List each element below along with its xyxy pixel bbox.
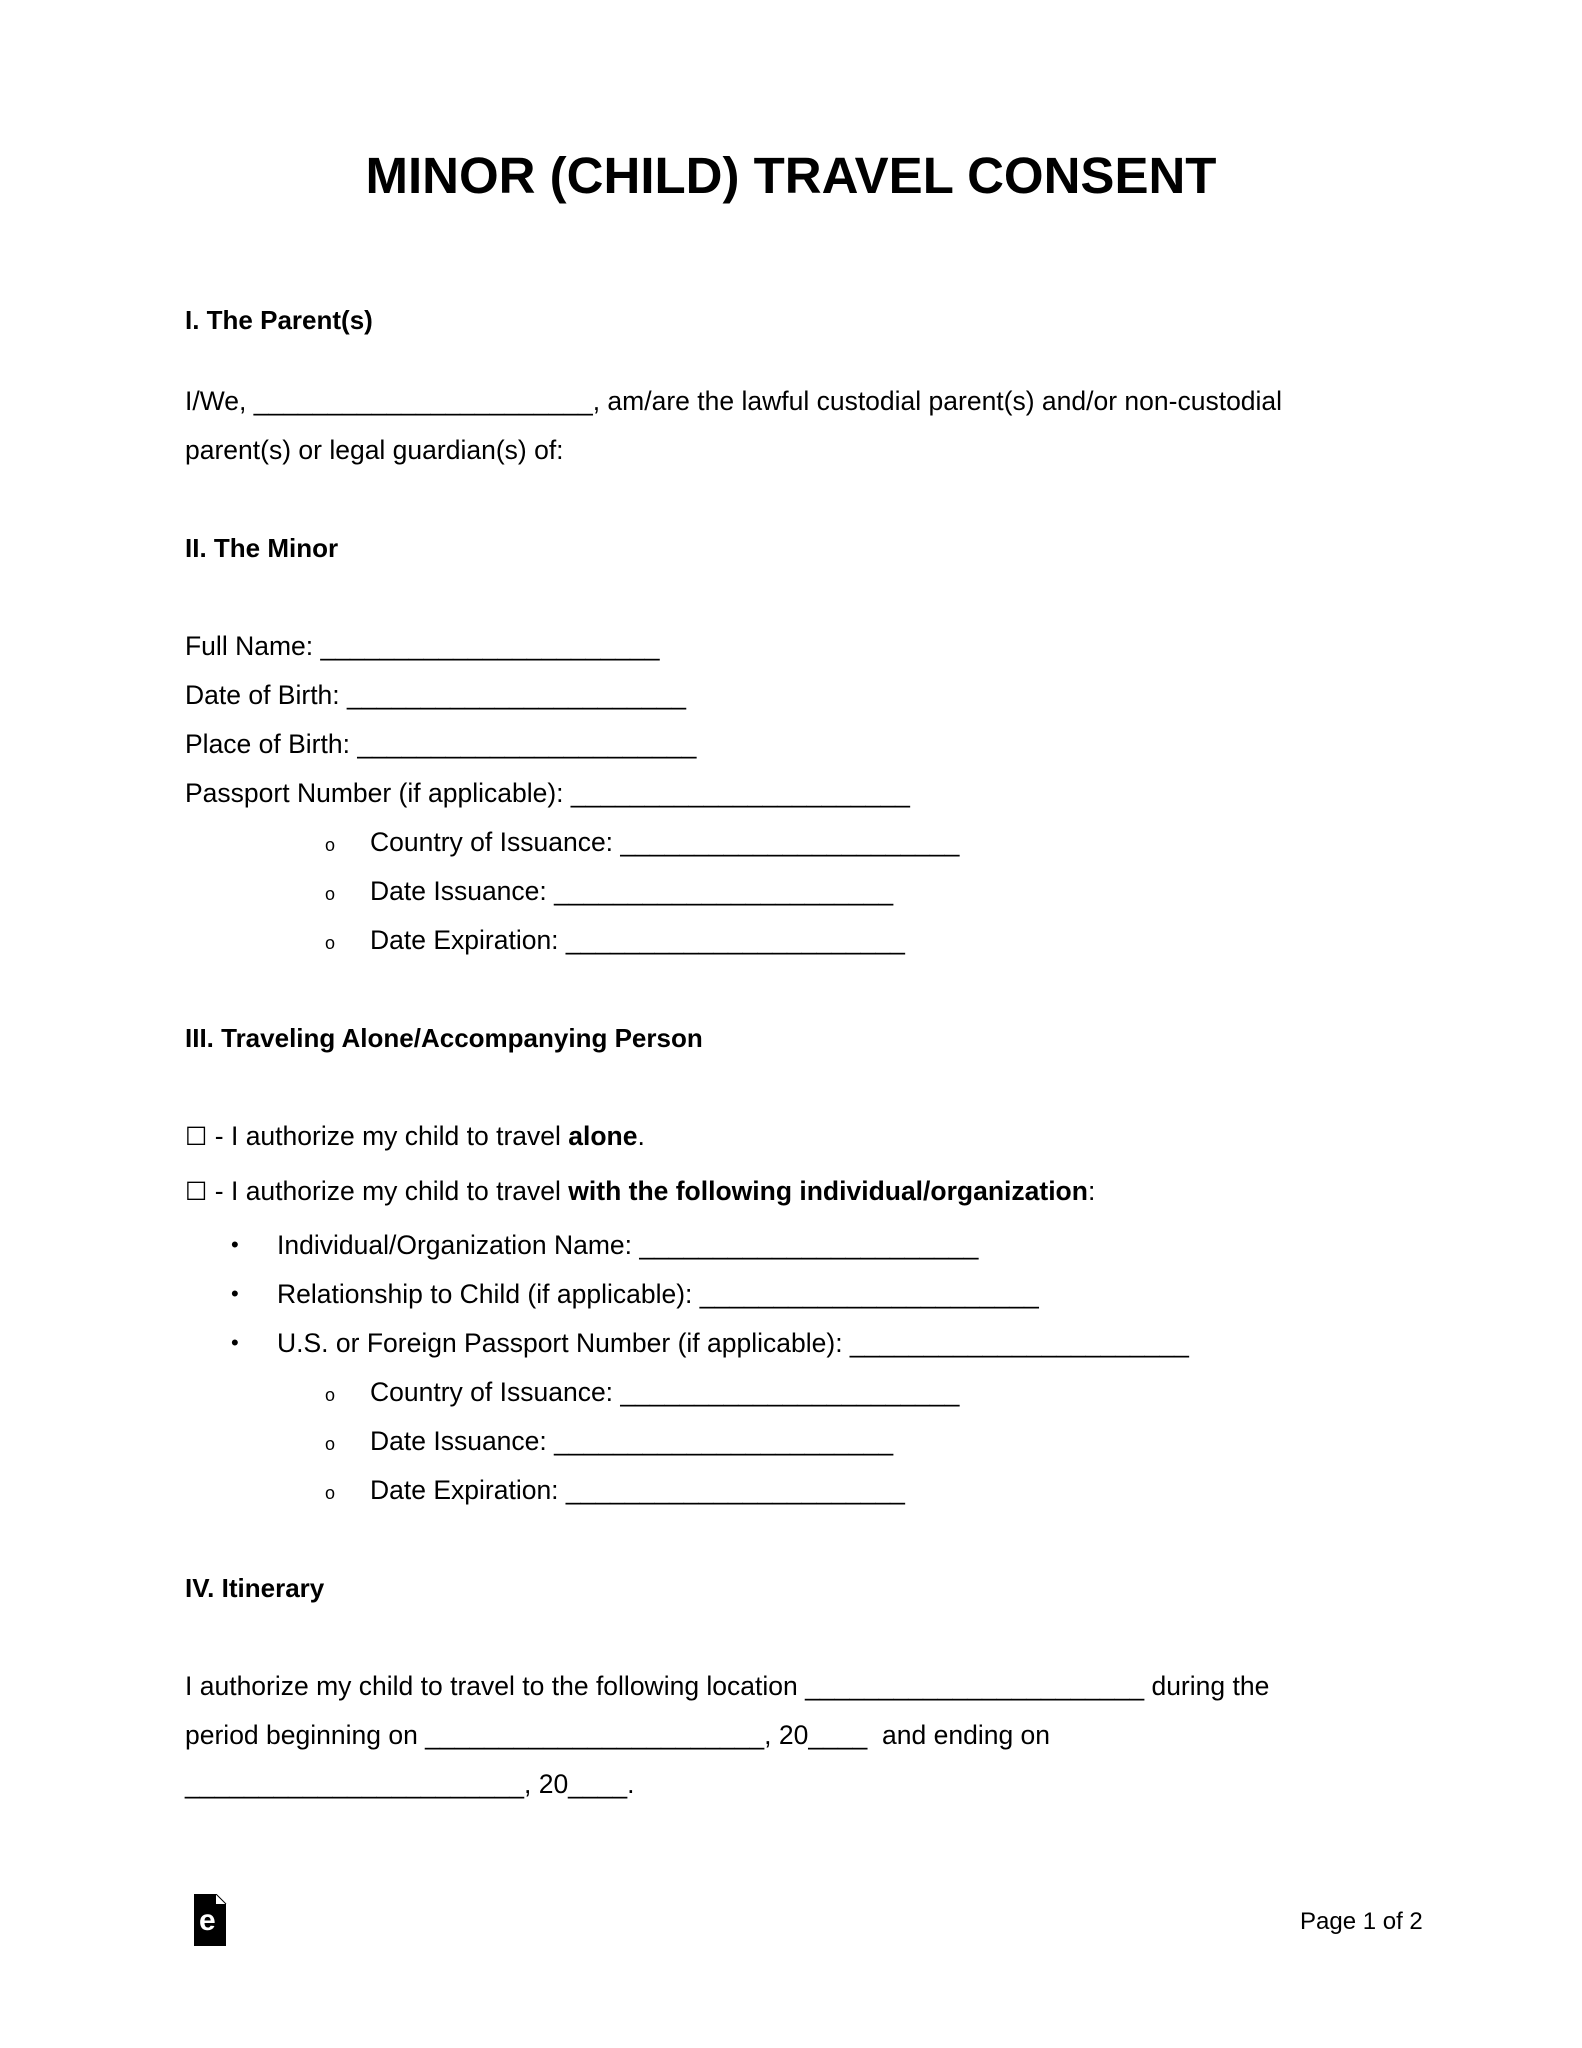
option-travel-alone [185, 1123, 645, 1150]
logo-letter: e [199, 1904, 216, 1937]
bullet-icon: • [231, 1232, 239, 1257]
parents-statement-line2: parent(s) or legal guardian(s) of: [185, 435, 564, 465]
minor-pob-field: Place of Birth: _______________________ [185, 729, 697, 759]
itinerary-line3: _______________________, 20____. [185, 1769, 635, 1799]
section-heading-minor: II. The Minor [185, 533, 339, 563]
relationship-field: Relationship to Child (if applicable): _______________________ [277, 1279, 1039, 1309]
sub-bullet-icon: o [325, 835, 336, 855]
option-with-end: : [1087, 1176, 1096, 1206]
itinerary-line1: I authorize my child to travel to the following location _______________________ during the [185, 1671, 1270, 1701]
checkbox-icon[interactable]: ☐ [185, 1177, 208, 1206]
option-with-bold: with the following individual/organization [568, 1176, 1088, 1206]
page-title: MINOR (CHILD) TRAVEL CONSENT [365, 147, 1217, 204]
section-heading-itinerary: IV. Itinerary [185, 1573, 325, 1603]
org-name-field: Individual/Organization Name: _______________________ [277, 1230, 979, 1260]
sub-bullet-icon: o [325, 1434, 336, 1454]
checkbox-icon[interactable]: ☐ [185, 1122, 208, 1151]
page-number: Page 1 of 2 [1300, 1908, 1423, 1935]
companion-date-expiration-field: Date Expiration: _______________________ [370, 1475, 905, 1505]
option-alone-end: . [637, 1121, 645, 1151]
companion-country-field: Country of Issuance: _______________________ [370, 1377, 960, 1407]
minor-country-field: Country of Issuance: _______________________ [370, 827, 960, 857]
option-alone-bold: alone [568, 1121, 638, 1151]
option-alone-text: - I authorize my child to travel [207, 1121, 569, 1151]
option-with-text: - I authorize my child to travel [207, 1176, 569, 1206]
minor-dob-field: Date of Birth: _______________________ [185, 680, 686, 710]
minor-date-issuance-field: Date Issuance: _______________________ [370, 876, 894, 906]
itinerary-line2: period beginning on _______________________, 20____ and ending on [185, 1720, 1051, 1750]
bullet-icon: • [231, 1281, 239, 1306]
minor-date-expiration-field: Date Expiration: _______________________ [370, 925, 905, 955]
section-heading-parents: I. The Parent(s) [185, 305, 373, 335]
sub-bullet-icon: o [325, 1385, 336, 1405]
bullet-icon: • [231, 1330, 239, 1355]
parents-statement-line1: I/We, _______________________, am/are the lawful custodial parent(s) and/or non-custodial [185, 386, 1283, 416]
companion-date-issuance-field: Date Issuance: _______________________ [370, 1426, 894, 1456]
sub-bullet-icon: o [325, 1483, 336, 1503]
minor-passport-field: Passport Number (if applicable): _______________________ [185, 778, 910, 808]
minor-full-name-field: Full Name: _______________________ [185, 631, 660, 661]
option-travel-with [185, 1178, 1095, 1205]
sub-bullet-icon: o [325, 933, 336, 953]
companion-passport-field: U.S. or Foreign Passport Number (if applicable): _______________________ [277, 1328, 1189, 1358]
section-heading-accompanying: III. Traveling Alone/Accompanying Person [185, 1023, 703, 1053]
sub-bullet-icon: o [325, 884, 336, 904]
brand-logo-icon [190, 1894, 230, 1946]
